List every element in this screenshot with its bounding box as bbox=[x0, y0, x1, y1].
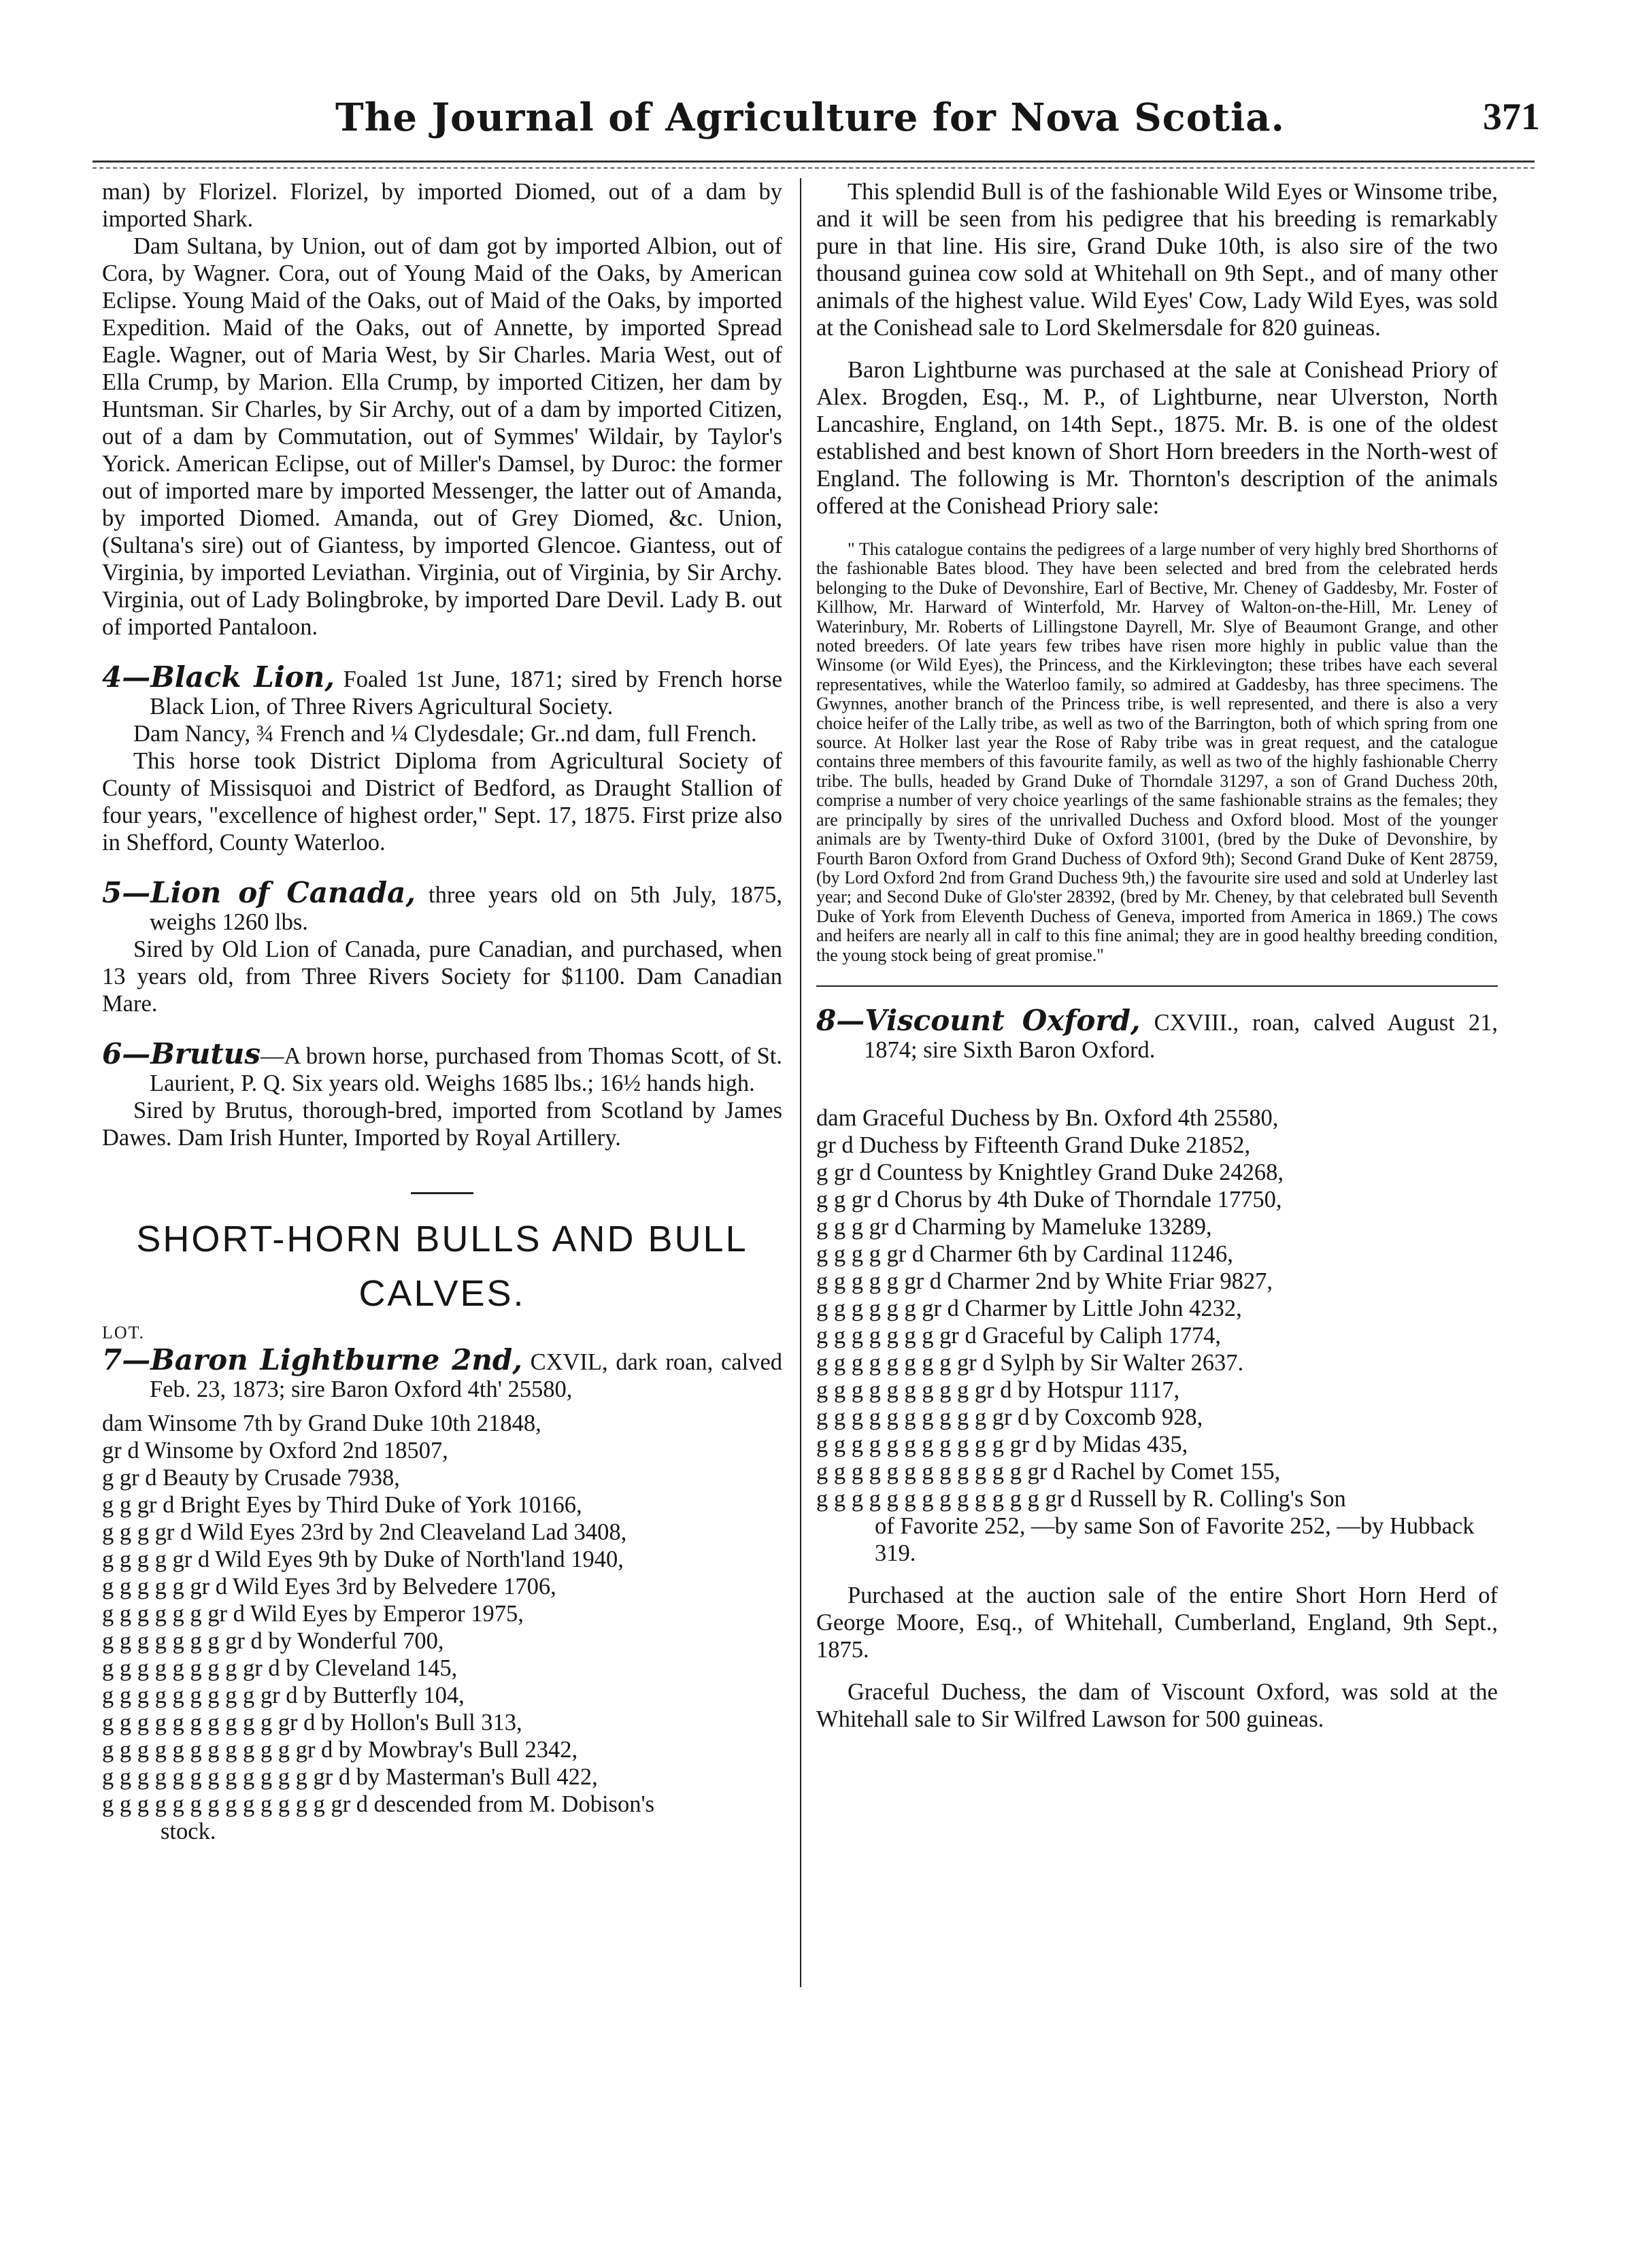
pedigree-line: g g g g g g g gr d by Wonderful 700, bbox=[102, 1628, 444, 1654]
pedigree-line: g g g g gr d Charmer 6th by Cardinal 11246, bbox=[816, 1240, 1233, 1267]
pedigree-line: g g g g g g g g g g gr d by Coxcomb 928, bbox=[816, 1404, 1203, 1430]
paragraph: Baron Lightburne was purchased at the sale at Conishead Priory of Alex. Brogden, Esq., M. P., of Lightburne, near Ulverston, North Lancashire, England, on 14th Sept., 1875. Mr. B. is one of the oldest established and best known of Short Horn breeders in the North-west of England. The following is Mr. Thornton's description of the animals offered at the Conishead Priory sale: bbox=[816, 357, 1498, 519]
lot-7-name: 7—Baron Lightburne 2nd, bbox=[102, 1343, 522, 1376]
paragraph: Purchased at the auction sale of the entire Short Horn Herd of George Moore, Esq., of Whitehall, Cumberland, England, 9th Sept., 1875. bbox=[816, 1582, 1498, 1663]
catalogue-quote: " This catalogue contains the pedigrees of a large number of very highly bred Shorthorns of the fashionable Bates blood. They have been selected and bred from the celebrated herds belonging to the Duke of Devonshire, Earl of Bective, Mr. Cheney of Gaddesby, Mr. Foster of Killhow, Mr. Harward of Winterfold, Mr. Harvey of Walton-on-the-Hill, Mr. Leney of Waterinbury, Mr. Roberts of Lillingstone Dayrell, Mr. Slye of Beaumont Grange, and other noted breeders. Of late years few tribes have risen more highly in public value than the Winsome (or Wild Eyes), the Princess, and the Kirklevington; these tribes have each several representatives, while the Waterloo family, so admired at Gaddesby, has three specimens. The Gwynnes, another branch of the Princess tribe, is well represented, and there is also a very choice heifer of the Lally tribe, as well as two of the Barrington, both of which spring from one source. At Holker last year the Rose of Raby tribe was in great request, and the catalogue contains three members of this favourite family, as well as two of the highly fashionable Cherry tribe. The bulls, headed by Grand Duke of Thorndale 31297, a son of Grand Duchess 20th, comprise a number of very choice yearlings of the same fashionable strains as the females; they are principally by sires of the unrivalled Duchess and Oxford blood. Most of the younger animals are by Twenty-third Duke of Oxford 31001, (bred by the Duke of Devonshire, by Fourth Baron Oxford from Grand Duchess of Oxford 9th); Second Grand Duke of Kent 28759, (by Lord Oxford 2nd from Grand Duchess 9th,) the favourite sire used and sold at Underley last year; and Second Duke of Glo'ster 28392, (bred by Mr. Cheney, by that celebrated bull Seventh Duke of York from Eleventh Duchess of Geneva, imported from America in 1869.) The cows and heifers are nearly all in calf to this fine animal; they are in good healthy breeding condition, the young stock being of great promise." bbox=[816, 539, 1498, 965]
section-rule bbox=[816, 985, 1498, 987]
lot-8-description: CXVIII., roan, calved August 21, 1874; sire Sixth Baron Oxford. bbox=[864, 1009, 1498, 1063]
paragraph: Sired by Old Lion of Canada, pure Canadian, and purchased, when 13 years old, from Three Rivers Society for $1100. Dam Canadian Mare. bbox=[102, 936, 782, 1017]
paragraph: This horse took District Diploma from Agricultural Society of County of Missisquoi and District of Bedford, as Draught Stallion of four years, "excellence of highest order," Sept. 17, 1875. First prize also in Shefford, County Waterloo. bbox=[102, 748, 782, 856]
paragraph: Dam Nancy, ¾ French and ¼ Clydesdale; Gr..nd dam, full French. bbox=[133, 721, 757, 747]
column-divider bbox=[800, 178, 801, 1987]
lot-4-name: 4—Black Lion, bbox=[102, 660, 335, 694]
lot-7-description: CXVIL, dark roan, calved Feb. 23, 1873; sire Baron Oxford 4th' 25580, bbox=[150, 1349, 783, 1402]
lot-6-heading bbox=[102, 1037, 782, 1097]
paragraph: man) by Florizel. Florizel, by imported Diomed, out of a dam by imported Shark. bbox=[102, 179, 782, 232]
pedigree-line: g g g g g g g g g g g gr d by Mowbray's Bull 2342, bbox=[102, 1737, 578, 1763]
pedigree-line: g g g g gr d Wild Eyes 9th by Duke of North'land 1940, bbox=[102, 1546, 624, 1572]
pedigree-line: g g g g g gr d Wild Eyes 3rd by Belvedere 1706, bbox=[102, 1574, 556, 1600]
pedigree-line: g g g g g g g g g g g g g gr d Russell by R. Colling's Son bbox=[816, 1485, 1346, 1512]
pedigree-lot-8 bbox=[816, 1104, 1498, 1567]
lot-label: LOT. bbox=[102, 1323, 146, 1342]
lot-4-heading bbox=[102, 660, 783, 720]
paragraph: Dam Sultana, by Union, out of dam got by imported Albion, out of Cora, by Wagner. Cora, out of Young Maid of the Oaks, by American Eclipse. Young Maid of the Oaks, out of Maid of the Oaks, by imported Expedition. Maid of the Oaks, out of Annette, by imported Spread Eagle. Wagner, out of Maria West, by Sir Charles. Maria West, out of Ella Crump, by Marion. Ella Crump, by imported Citizen, her dam by Huntsman. Sir Charles, by Sir Archy, out of a dam by imported Citizen, out of a dam by Commutation, out of Symmes' Wildair, by Taylor's Yorick. American Eclipse, out of Miller's Damsel, by Duroc: the former out of imported mare by imported Messenger, the latter out of Amanda, by imported Diomed. Amanda, out of Grey Diomed, &c. Union, (Sultana's sire) out of Giantess, by imported Glencoe. Giantess, out of Virginia, by imported Leviathan. Virginia, out of Virginia, by Sir Archy. Virginia, out of Lady Bolingbroke, by imported Dare Devil. Lady B. out of imported Pantaloon. bbox=[102, 233, 782, 640]
pedigree-line: g g g g g g g g g g g g gr d by Masterman's Bull 422, bbox=[102, 1764, 598, 1790]
lot-6-name: 6—Brutus bbox=[102, 1037, 261, 1070]
pedigree-continuation: of Favorite 252, —by same Son of Favorite 252, —by Hubback 319. bbox=[875, 1512, 1475, 1566]
pedigree-line: g g g g g g g gr d Graceful by Caliph 1774, bbox=[816, 1322, 1222, 1349]
paragraph: Graceful Duchess, the dam of Viscount Oxford, was sold at the Whitehall sale to Sir Wilfred Lawson for 500 guineas. bbox=[816, 1678, 1498, 1732]
lot-5-heading bbox=[102, 876, 782, 936]
pedigree-line: g g g gr d Wild Eyes 23rd by 2nd Cleaveland Lad 3408, bbox=[102, 1519, 627, 1545]
pedigree-line: g g g g g g gr d Charmer by Little John 4232, bbox=[816, 1295, 1242, 1321]
pedigree-line: dam Graceful Duchess by Bn. Oxford 4th 25580, bbox=[816, 1104, 1279, 1131]
header-rule bbox=[93, 160, 1535, 163]
paragraph: Sired by Brutus, thorough-bred, imported from Scotland by James Dawes. Dam Irish Hunter, Imported by Royal Artillery. bbox=[102, 1098, 782, 1151]
pedigree-lot-7 bbox=[102, 1410, 782, 1845]
pedigree-line: g g g g g g g g g g g g g gr d descended from M. Dobison's bbox=[102, 1791, 655, 1817]
pedigree-line: g g g g g g g g g g g g gr d Rachel by Comet 155, bbox=[816, 1458, 1281, 1485]
pedigree-line: g g g g g g g g gr d by Cleveland 145, bbox=[102, 1655, 458, 1681]
lot-7-heading bbox=[102, 1343, 783, 1403]
pedigree-line: g g g g g g g g g gr d by Hotspur 1117, bbox=[816, 1376, 1180, 1403]
lot-8-name: 8—Viscount Oxford, bbox=[816, 1003, 1141, 1037]
right-column bbox=[816, 178, 1498, 1733]
lot-5-description: three years old on 5th July, 1875, weighs 1260 lbs. bbox=[150, 882, 782, 935]
paragraph: This splendid Bull is of the fashionable Wild Eyes or Winsome tribe, and it will be seen from his pedigree that his breeding is remarkably pure in that line. His sire, Grand Duke 10th, is also sire of the two thousand guinea cow sold at Whitehall on 9th Sept., and of many other animals of the highest value. Wild Eyes' Cow, Lady Wild Eyes, was sold at the Conishead sale to Lord Skelmersdale for 820 guineas. bbox=[816, 179, 1498, 341]
journal-title: The Journal of Agriculture for Nova Scotia. bbox=[335, 95, 1286, 140]
pedigree-line: g gr d Countess by Knightley Grand Duke 24268, bbox=[816, 1159, 1284, 1185]
pedigree-line: g g gr d Bright Eyes by Third Duke of York 10166, bbox=[102, 1492, 582, 1518]
header-rule-dashed bbox=[93, 167, 1535, 169]
pedigree-line: g g g g g g g g g g gr d by Hollon's Bull 313, bbox=[102, 1710, 522, 1736]
lot-6-description: —A brown horse, purchased from Thomas Scott, of St. Laurient, P. Q. Six years old. Weighs 1685 lbs.; 16½ hands high. bbox=[150, 1043, 782, 1096]
section-rule bbox=[411, 1192, 473, 1194]
pedigree-line: g g gr d Chorus by 4th Duke of Thorndale 17750, bbox=[816, 1186, 1282, 1213]
pedigree-line: g g g g g g g g gr d Sylph by Sir Walter 2637. bbox=[816, 1349, 1244, 1376]
lot-5-name: 5—Lion of Canada, bbox=[102, 876, 416, 909]
pedigree-line: gr d Duchess by Fifteenth Grand Duke 21852, bbox=[816, 1132, 1251, 1158]
pedigree-line: gr d Winsome by Oxford 2nd 18507, bbox=[102, 1438, 448, 1463]
page-header bbox=[93, 95, 1540, 156]
pedigree-continuation: stock. bbox=[161, 1818, 216, 1844]
pedigree-line: g g g g g g g g g gr d by Butterfly 104, bbox=[102, 1682, 465, 1708]
section-title: SHORT-HORN BULLS AND BULL CALVES. bbox=[136, 1219, 748, 1314]
pedigree-line: g g g g g g gr d Wild Eyes by Emperor 1975, bbox=[102, 1601, 524, 1627]
pedigree-line: g g g g g gr d Charmer 2nd by White Friar 9827, bbox=[816, 1268, 1273, 1294]
pedigree-line: g g g gr d Charming by Mameluke 13289, bbox=[816, 1213, 1212, 1240]
pedigree-line: g gr d Beauty by Crusade 7938, bbox=[102, 1465, 400, 1491]
lot-4-description: Foaled 1st June, 1871; sired by French horse Black Lion, of Three Rivers Agricultural Society. bbox=[150, 666, 783, 720]
page-number: 371 bbox=[1483, 96, 1540, 138]
lot-8-heading bbox=[816, 1003, 1498, 1064]
pedigree-line: g g g g g g g g g g g gr d by Midas 435, bbox=[816, 1431, 1188, 1457]
pedigree-line: dam Winsome 7th by Grand Duke 10th 21848, bbox=[102, 1410, 541, 1436]
left-column bbox=[102, 178, 782, 1845]
